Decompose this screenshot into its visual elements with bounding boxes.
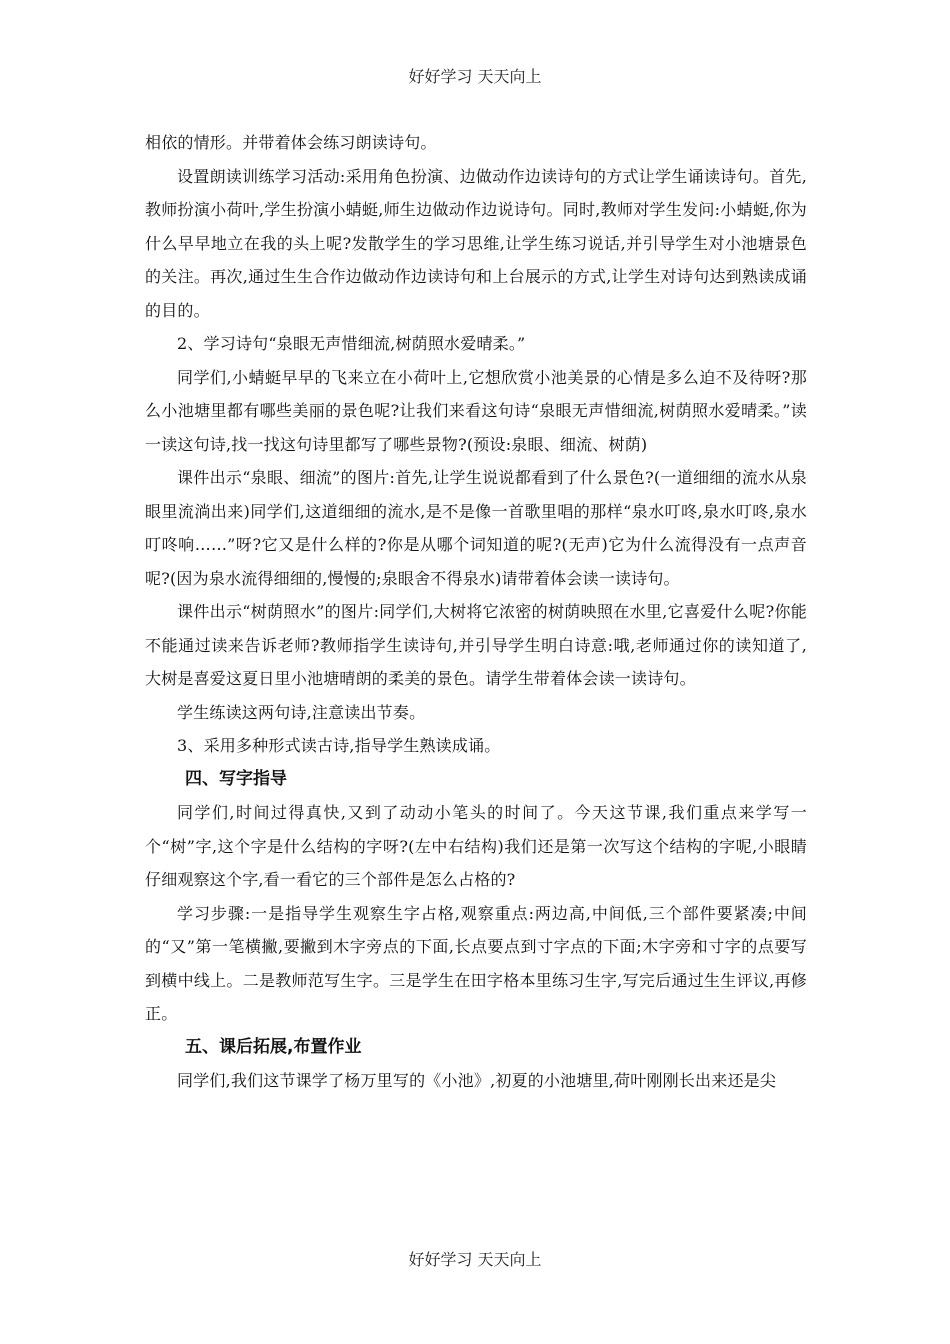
paragraph: 学生练读这两句诗,注意读出节奏。 (177, 702, 426, 722)
paragraph: 设置朗读训练学习活动:采用角色扮演、边做动作边读诗句的方式让学生诵读诗句。首先,教师扮演小荷叶,学生扮演小蜻蜓,师生边做动作边说诗句。同时,教师对学生发问:小蜻蜓,你为什么早早地立在我的头上呢?发散学生的学习思维,让学生练习说话,并引导学生对小池塘景色的关注。再次,通过生生合作边做动作边读诗句和上台展示的方式,让学生对诗句达到熟读成诵的目的。 (145, 166, 807, 320)
section-heading: 四、写字指导 (185, 768, 287, 789)
page-header: 好好学习 天天向上 (408, 67, 542, 86)
paragraph: 相依的情形。并带着体会练习朗读诗句。 (145, 133, 437, 152)
paragraph: 同学们,小蜻蜓早早的飞来立在小荷叶上,它想欣赏小池美景的心情是多么迫不及待呀?那么小池塘里都有哪些美丽的景色呢?让我们来看这句诗“泉眼无声惜细流,树荫照水爱晴柔。”读一读这句诗,找一找这句诗里都写了哪些景物?(预设:泉眼、细流、树荫) (145, 367, 807, 454)
paragraph: 3、采用多种形式读古诗,指导学生熟读成诵。 (177, 736, 501, 755)
page-footer: 好好学习 天天向上 (408, 1250, 542, 1269)
paragraph: 课件出示“树荫照水”的图片:同学们,大树将它浓密的树荫映照在水里,它喜爱什么呢?你能不能通过读来告诉老师?教师指学生读诗句,并引导学生明白诗意:哦,老师通过你的读知道了,大树是喜爱这夏日里小池塘晴朗的柔美的景色。请学生带着体会读一读诗句。 (145, 602, 807, 688)
paragraph: 学习步骤:一是指导学生观察生字占格,观察重点:两边高,中间低,三个部件要紧凑;中间的“又”第一笔横撇,要撇到木字旁点的下面,长点要点到寸字点的下面;木字旁和寸字的点要写到横中线上。二是教师范写生字。三是学生在田字格本里练习生字,写完后通过生生评议,再修正。 (145, 903, 807, 1023)
paragraph: 同学们,我们这节课学了杨万里写的《小池》,初夏的小池塘里,荷叶刚刚长出来还是尖 (177, 1071, 777, 1090)
section-heading: 五、课后拓展,布置作业 (185, 1036, 362, 1057)
paragraph: 2、学习诗句“泉眼无声惜细流,树荫照水爱晴柔。” (177, 334, 526, 353)
document-body (145, 126, 807, 1098)
paragraph: 课件出示“泉眼、细流”的图片:首先,让学生说说都看到了什么景色?(一道细细的流水从泉眼里流淌出来)同学们,这道细细的流水,是不是像一首歌里唱的那样“泉水叮咚,泉水叮咚,泉水叮咚响……”呀?它又是什么样的?你是从哪个词知道的呢?(无声)它为什么流得没有一点声音呢?(因为泉水流得细细的,慢慢的;泉眼舍不得泉水)请带着体会读一读诗句。 (145, 468, 807, 588)
paragraph: 同学们,时间过得真快,又到了动动小笔头的时间了。今天这节课,我们重点来学写一个“树”字,这个字是什么结构的字呀?(左中右结构)我们还是第一次写这个结构的字呢,小眼睛仔细观察这个字,看一看它的三个部件是怎么占格的? (145, 803, 807, 889)
